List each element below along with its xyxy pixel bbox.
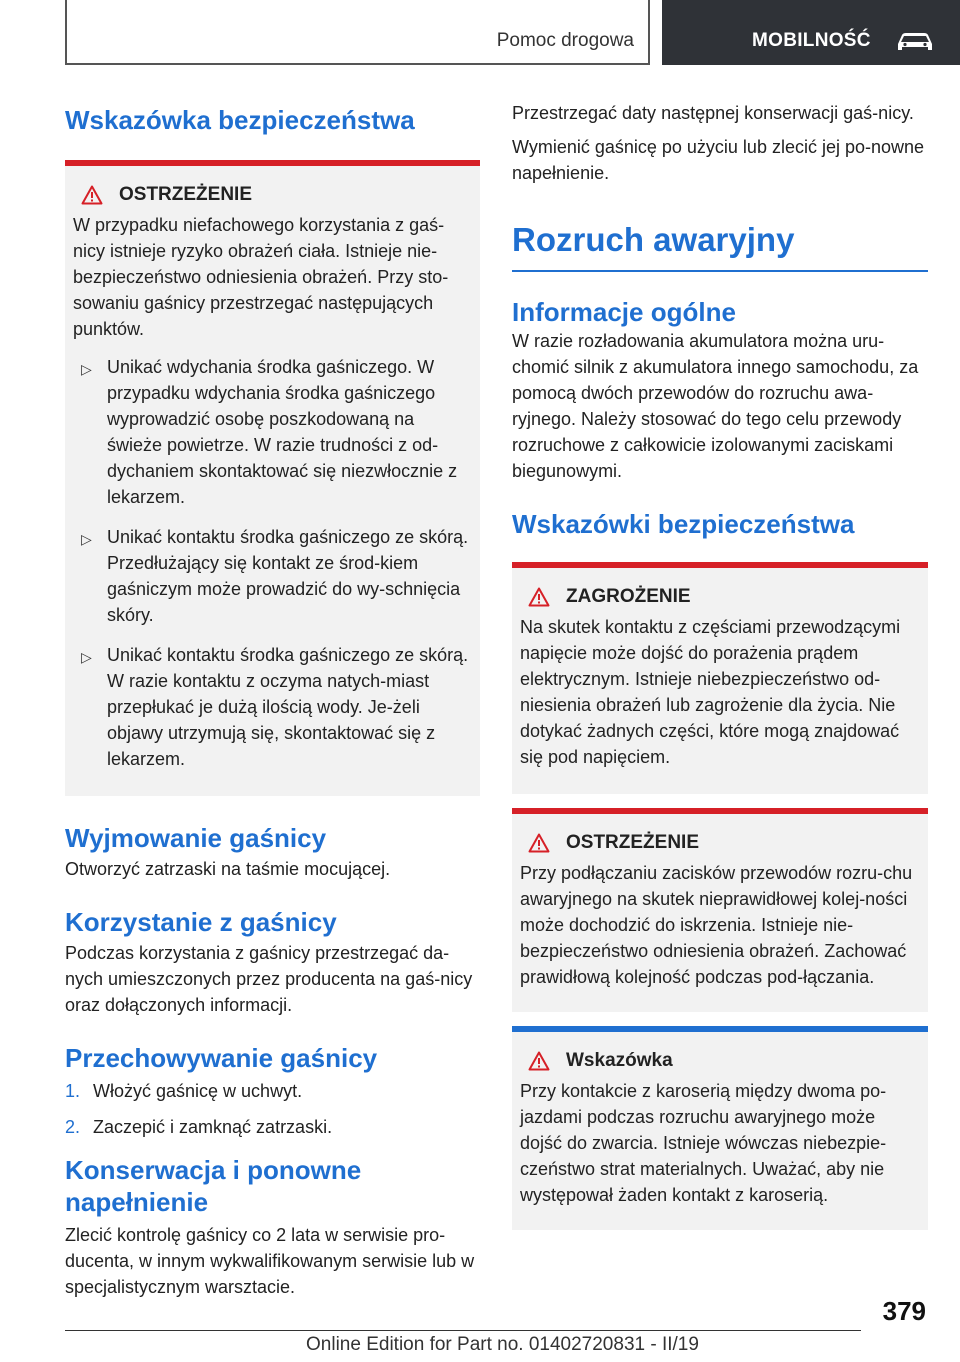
heading-remove-extinguisher: Wyjmowanie gaśnicy	[65, 823, 327, 853]
danger-body: Na skutek kontaktu z częściami przewodzącymi napięcie może dojść do porażenia prądem elektrycznym. Istnieje niebezpieczeństwo od-niesienia obrażeń lub zagrożenie dla życia. Nie dotykać żadnych części, które mogą znajdować się pod napięciem.	[520, 617, 901, 767]
list-item: ▷ Unikać kontaktu środka gaśniczego ze skórą. W razie kontaktu z oczyma natych-miast przepłukać je dużą ilością wody. Je-żeli objawy utrzymują się, skontaktować się z lekarzem.	[81, 645, 469, 769]
store-steps-list	[65, 1078, 480, 1140]
list-item: ▷ Unikać wdychania środka gaśniczego. W przypadku wdychania środka gaśniczego wyprowadzić osobę poszkodowaną na świeże powietrze. W razie trudności z od-dychaniem skontaktować się niezwłocznie z lekarzem.	[81, 357, 458, 507]
paragraph-remove: Otworzyć zatrzaski na taśmie mocującej.	[65, 859, 391, 879]
paragraph-general-info: W razie rozładowania akumulatora można uru-chomić silnik z akumulatora innego samochodu, za pomocą dwóch przewodów do rozruchu awa-ryjnego. Należy stosować do tego celu przewody rozruchowe z całkowicie izolowanymi zaciskami biegunowymi.	[512, 331, 919, 481]
warning-title: OSTRZEŻENIE	[119, 184, 253, 205]
danger-title-row	[520, 584, 920, 610]
heading-safety-notes: Wskazówki bezpieczeństwa	[512, 509, 855, 539]
paragraph-maintenance: Zlecić kontrolę gaśnicy co 2 lata w serwisie pro-ducenta, w innym wykwalifikowanym serwisie lub w specjalistycznym warsztacie.	[65, 1225, 475, 1297]
page-number: 379	[882, 1296, 926, 1326]
heading-safety-note: Wskazówka bezpieczeństwa	[65, 105, 415, 135]
list-item: 1. Włożyć gaśnicę w uchwyt.	[65, 1081, 303, 1101]
heading-store-extinguisher: Przechowywanie gaśnicy	[65, 1043, 378, 1073]
header-chapter-title: MOBILNOŚĆ	[752, 30, 871, 51]
header-chapter-box	[662, 0, 960, 65]
danger-title: ZAGROŻENIE	[566, 586, 691, 607]
header-section-box	[65, 0, 650, 65]
header-section-title: Pomoc drogowa	[496, 30, 634, 51]
warning-triangle-icon	[528, 1051, 550, 1071]
warning-box	[65, 166, 480, 796]
footer-divider	[65, 1330, 861, 1331]
warning-bullet-list	[73, 354, 472, 772]
paragraph-replace: Wymienić gaśnicę po użyciu lub zlecić jej po-nowne napełnienie.	[512, 137, 925, 183]
warning-triangle-icon	[528, 833, 550, 853]
triangle-bullet-icon: ▷	[81, 649, 92, 665]
warning-triangle-icon	[81, 185, 103, 205]
warning-triangle-icon	[528, 587, 550, 607]
footer-edition: Online Edition for Part no. 01402720831 - II/19	[306, 1334, 699, 1355]
note-title-row	[520, 1048, 920, 1074]
warning-box	[512, 814, 928, 1012]
left-column	[65, 100, 480, 1300]
warning-body: W przypadku niefachowego korzystania z gaś-nicy istnieje ryzyko obrażeń ciała. Istnieje nie-bezpieczeństwo odniesienia obrażeń. Przy sto-sowaniu gaśnicy przestrzegać następujących punktów.	[73, 215, 449, 339]
danger-box	[512, 568, 928, 794]
note-box	[512, 1032, 928, 1230]
note-title: Wskazówka	[566, 1050, 673, 1071]
warning-title: OSTRZEŻENIE	[566, 832, 700, 853]
triangle-bullet-icon: ▷	[81, 361, 92, 377]
warning-title-row	[520, 830, 920, 856]
heading-general-info: Informacje ogólne	[512, 297, 736, 327]
paragraph-date: Przestrzegać daty następnej konserwacji gaś-nicy.	[512, 103, 914, 123]
heading-maintenance: Konserwacja i ponowne napełnienie	[65, 1155, 362, 1217]
list-item: 2. Zaczepić i zamknąć zatrzaski.	[65, 1117, 333, 1137]
right-column	[512, 100, 928, 1230]
list-item: ▷ Unikać kontaktu środka gaśniczego ze skórą. Przedłużający się kontakt ze środ-kiem gaśniczym może prowadzić do wy-schnięcia skóry.	[81, 527, 469, 625]
note-body: Przy kontakcie z karoserią między dwoma po-jazdami podczas rozruchu awaryjnego może dojść do zwarcia. Istnieje wówczas niebezpie-czeństwo strat materialnych. Uważać, aby nie występował żaden kontakt z karoserią.	[520, 1081, 887, 1205]
heading-jump-start: Rozruch awaryjny	[512, 221, 795, 258]
warning-body: Przy podłączaniu zacisków przewodów rozru-chu awaryjnego na skutek nieprawidłowej kolej-ności może dochodzić do iskrzenia. Istnieje nie-bezpieczeństwo odniesienia obrażeń. Zachować prawidłową kolejność podczas pod-łączania.	[520, 863, 913, 987]
heading-use-extinguisher: Korzystanie z gaśnicy	[65, 907, 337, 937]
paragraph-use: Podczas korzystania z gaśnicy przestrzegać da-nych umieszczonych przez producenta na gaś-nicy oraz dołączonych informacji.	[65, 943, 473, 1015]
car-icon	[894, 30, 936, 59]
warning-title-row	[73, 182, 472, 208]
triangle-bullet-icon: ▷	[81, 531, 92, 547]
heading-underline	[512, 270, 928, 272]
